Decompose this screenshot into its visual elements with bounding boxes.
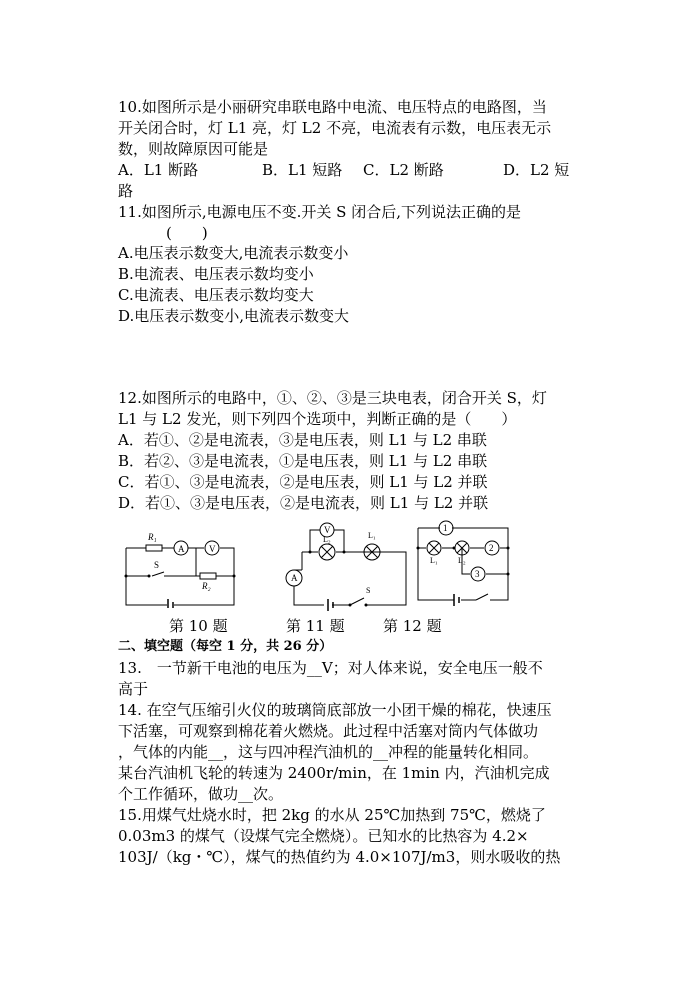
q10-line-2: 开关闭合时，灯 L1 亮，灯 L2 不亮，电流表有示数，电压表无示 (118, 119, 552, 137)
q13-line-1: 13. 一节新干电池的电压为__V；对人体来说，安全电压一般不 (118, 659, 543, 677)
q12-option-a: A．若①、②是电流表，③是电压表，则 L1 与 L2 串联 (118, 431, 487, 449)
label-switch: S (154, 560, 160, 570)
q14-line-1: 14. 在空气压缩引火仪的玻璃筒底部放一小团干燥的棉花，快速压 (118, 701, 552, 719)
label-ammeter: A (178, 544, 185, 554)
label-meter-1: 1 (443, 523, 448, 533)
label-l2: L₂ (458, 556, 466, 565)
caption-figure-10: 第 10 题 (169, 617, 228, 635)
label-l1: L₁ (368, 531, 376, 540)
switch (350, 598, 364, 605)
label-switch: S (366, 586, 371, 595)
caption-figure-12: 第 12 题 (383, 617, 442, 635)
q11-option-a: A.电压表示数变大,电流表示数变小 (118, 244, 349, 262)
caption-figure-11: 第 11 题 (286, 617, 345, 635)
q12-line-1: 12.如图所示的电路中，①、②、③是三块电表，闭合开关 S，灯 (118, 389, 547, 407)
q15-line-3: 103J/（kg・℃），煤气的热值约为 4.0×107J/m3，则水吸收的热 (118, 848, 561, 866)
q14-line-5: 个工作循环，做功__次。 (118, 785, 284, 803)
label-meter-2: 2 (489, 543, 494, 553)
q12-option-b: B．若②、③是电流表，①是电压表，则 L1 与 L2 串联 (118, 452, 488, 470)
q10-option-d: D．L2 短 (503, 161, 570, 179)
q15-line-2: 0.03m3 的煤气（设煤气完全燃烧）。已知水的比热容为 4.2× (118, 827, 529, 845)
figure-12-circuit (414, 518, 514, 608)
label-r2: R₂ (202, 581, 211, 591)
q11-option-c: C.电流表、电压表示数均变大 (118, 286, 314, 304)
label-voltmeter: V (209, 544, 216, 554)
q10-option-a: A．L1 断路 (118, 161, 199, 179)
label-voltmeter: V (324, 525, 331, 535)
q11-stem: 11.如图所示,电源电压不变.开关 S 闭合后,下列说法正确的是 (118, 203, 521, 221)
q12-line-2: L1 与 L2 发光，则下列四个选项中，判断正确的是（ ） (118, 410, 517, 428)
q14-line-2: 下活塞，可观察到棉花着火燃烧。此过程中活塞对筒内气体做功 (118, 722, 539, 740)
q10-option-c: C．L2 断路 (363, 161, 444, 179)
label-l2: L₂ (323, 535, 331, 544)
q12-option-d: D．若①、③是电压表，②是电流表，则 L1 与 L2 并联 (118, 494, 489, 512)
battery (454, 594, 459, 606)
switch (476, 594, 488, 600)
q12-option-c: C．若①、③是电流表，②是电压表，则 L1 与 L2 并联 (118, 473, 488, 491)
q14-line-3: ，气体的内能__，这与四冲程汽油机的__冲程的能量转化相同。 (118, 743, 539, 761)
q10-line-3: 数，则故障原因可能是 (118, 140, 269, 158)
q11-option-d: D.电压表示数变小,电流表示数变大 (118, 307, 350, 325)
label-l1: L₁ (430, 556, 438, 565)
q10-option-b: B．L1 短路 (262, 161, 343, 179)
q11-answer-blank: ( ) (166, 224, 208, 242)
q10-option-d-wrap: 路 (118, 182, 134, 200)
resistor-r1 (146, 545, 162, 551)
label-r1: R₁ (148, 532, 157, 542)
q14-line-4: 某台汽油机飞轮的转速为 2400r/min，在 1min 内，汽油机完成 (118, 764, 550, 782)
label-meter-3: 3 (475, 569, 480, 579)
battery (168, 599, 173, 608)
q15-line-1: 15.用煤气灶烧水时，把 2kg 的水从 25℃加热到 75℃，燃烧了 (118, 806, 546, 824)
figure-10-circuit (118, 528, 242, 608)
battery (328, 599, 333, 611)
figure-11-circuit (284, 518, 410, 614)
label-ammeter: A (291, 573, 298, 583)
q10-line-1: 10.如图所示是小丽研究串联电路中电流、电压特点的电路图，当 (118, 98, 547, 116)
q13-line-2: 高于 (118, 680, 149, 698)
q11-option-b: B.电流表、电压表示数均变小 (118, 265, 314, 283)
section-2-heading: 二、填空题（每空 1 分，共 26 分） (118, 639, 333, 654)
resistor-r2 (200, 573, 216, 579)
